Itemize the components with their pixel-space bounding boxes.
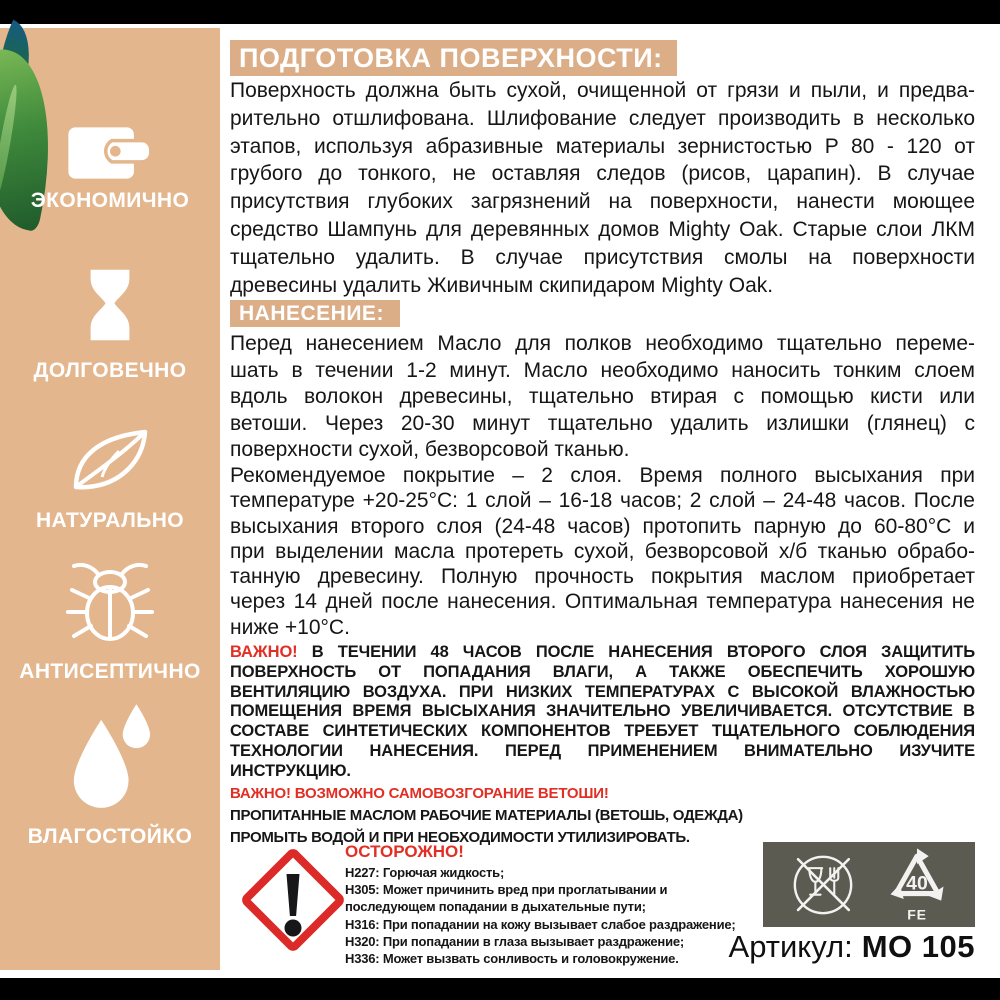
water-drops-icon (66, 704, 154, 812)
section-heading-application: НАНЕСЕНИЕ: (230, 300, 400, 327)
label-content (230, 0, 975, 1000)
packaging-marks-box (763, 842, 975, 927)
self-ignition-warning-text: ПРОПИТАННЫЕ МАСЛОМ РАБОЧИЕ МАТЕРИАЛЫ (ВЕТОШЬ, ОДЕЖДА) ПРОМЫТЬ ВОДОЙ И ПРИ НЕОБХОДИМОСТИ УТИЛИЗИРОВАТЬ. (230, 807, 743, 846)
feature-natural (0, 427, 220, 533)
drying-text: Рекомендуемое покрытие – 2 слоя. Время полного высыхания при температуре +20-25°C: 1 слой – 16-18 часов; 2 слой – 24-48 часов. После высыхания второго слоя (24-48 часов) протопить парную до 60-80°C и при выделении масла протереть сухой, безворсовой х/б тканью обрабо- танную древесину. Полную прочность покрытия маслом приобретает через 14 дней после нанесения. Оптимальная температура нанесения не ниже +10°C. (230, 464, 975, 639)
feature-label: НАТУРАЛЬНО (35, 509, 185, 532)
recycle-material: FE (907, 905, 928, 922)
section-heading-surface-prep: ПОДГОТОВКА ПОВЕРХНОСТИ: (230, 40, 677, 76)
feature-label: ВЛАГОСТОЙКО (27, 825, 193, 848)
feature-label: ЭКОНОМИЧНО (30, 189, 190, 212)
article-number (729, 929, 975, 965)
article-label: Артикул: (728, 929, 853, 964)
bottom-border-bar (0, 978, 1000, 1000)
recycle-40-fe-icon (882, 846, 952, 924)
feature-moisture-resistant (0, 704, 220, 849)
caution-title: ОСТОРОЖНО! (345, 842, 464, 861)
important-first-line: В ТЕЧЕНИИ 48 ЧАСОВ ПОСЛЕ НАНЕСЕНИЯ ВТОРОГО СЛОЯ ЗАЩИТИТЬ (297, 643, 975, 661)
feature-label: АНТИСЕПТИЧНО (19, 660, 201, 683)
hazard-statements: H227: Горючая жидкость; H305: Может причинить вред при проглатывании и последующем попадании в дыхательные пути; H316: При попадании на кожу вызывает слабое раздражение; H320: При попадании в глаза вызывает раздражение; H336: Может вызвать сонливость и головокружение. (345, 865, 736, 967)
wallet-icon (64, 122, 156, 184)
no-food-contact-icon (786, 848, 860, 922)
feature-antiseptic (0, 560, 220, 684)
feature-label: ДОЛГОВЕЧНО (33, 359, 187, 382)
important-note (230, 643, 975, 782)
hourglass-icon (83, 268, 137, 342)
surface-prep-text: Поверхность должна быть сухой, очищенной от грязи и пыли, и предва- рительно отшлифована. Шлифование следует производить в несколько этапов, используя абразивные материалы зернистостью P 80 - 120 от грубого до тонкого, не оставляя следов (рисов, царапин). В случае присутствия глубоких загрязнений на поверхности, нанести моющее средство Шампунь для деревянных домов Mighty Oak. Старые слои ЛКМ тщательно удалить. В случае присутствия смолы на поверхности древесины удалить Живичным скипидаром Mighty Oak. (230, 79, 975, 297)
important-lines: ПОВЕРХНОСТЬ ОТ ПОПАДАНИЯ ВЛАГИ, А ТАКЖЕ ОБЕСПЕЧИТЬ ХОРОШУЮ ВЕНТИЛЯЦИЮ ВОЗДУХА. ПРИ НИЗКИХ ТЕМПЕРАТУРАХ С ВЫСОКОЙ ВЛАЖНОСТЬЮ ПОМЕЩЕНИЯ ВРЕМЯ ВЫСЫХАНИЯ ЗНАЧИТЕЛЬНО УВЕЛИЧИВАЕТСЯ. ОТСУТСТВИЕ В СОСТАВЕ СИНТЕТИЧЕСКИХ КОМПОНЕНТОВ ТРЕБУЕТ ТЩАТЕЛЬНОГО СОБЛЮДЕНИЯ ТЕХНОЛОГИИ НАНЕСЕНИЯ. ПЕРЕД ПРИМЕНЕНИЕМ ВНИМАТЕЛЬНО ИЗУЧИТЕ ИНСТРУКЦИЮ. (230, 662, 975, 780)
article-value: МО 105 (861, 929, 975, 964)
application-text: Перед нанесением Масло для полков необходимо тщательно переме- шать в течении 1-2 минут. Масло необходимо наносить тонким слоем вдоль волокон древесины, тщательно втирая с помощью кисти или ветоши. Через 20-30 минут тщательно удалить излишки (глянец) с поверхности сухой, безворсовой тканью. (230, 332, 975, 462)
feature-durable (0, 268, 220, 383)
self-ignition-warning-title: ВАЖНО! ВОЗМОЖНО САМОВОЗГОРАНИЕ ВЕТОШИ! (230, 785, 609, 802)
important-label: ВАЖНО! (230, 643, 298, 661)
leaf-icon (69, 427, 151, 493)
feature-economical (0, 122, 220, 213)
recycle-number: 40 (906, 872, 929, 895)
features-sidebar (0, 28, 220, 970)
ghs-exclamation-pictogram (234, 841, 352, 959)
beetle-icon (64, 560, 156, 646)
